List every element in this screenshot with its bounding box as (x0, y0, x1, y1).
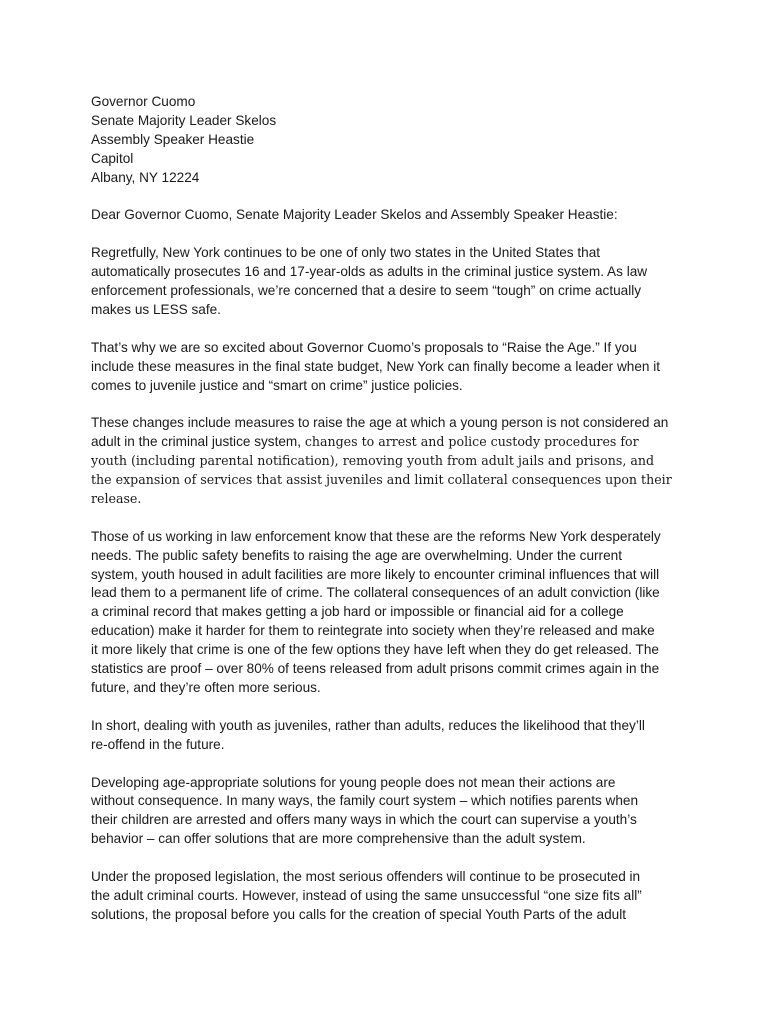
serif-text-line: youth (including parental notification), removing youth from adult jails and prisons, and (91, 453, 655, 469)
text-line: lead them to a permanent life of crime. The collateral consequences of an adult conviction (like (91, 585, 660, 601)
text-line: re-offend in the future. (91, 736, 225, 752)
text-line: enforcement professionals, we’re concerned that a desire to seem “tough” on crime actually (91, 283, 642, 299)
salutation: Dear Governor Cuomo, Senate Majority Leader Skelos and Assembly Speaker Heastie: (91, 207, 618, 223)
paragraph-5 (91, 717, 691, 755)
text-line: statistics are proof – over 80% of teens released from adult prisons commit crimes again in the (91, 661, 660, 677)
text-line: future, and they’re often more serious. (91, 680, 321, 696)
text-line (91, 433, 691, 452)
text-line: makes us LESS safe. (91, 301, 221, 317)
letter-page (91, 93, 691, 925)
paragraph-7 (91, 868, 691, 925)
address-line: Assembly Speaker Heastie (91, 131, 255, 147)
text-line: automatically prosecutes 16 and 17-year-olds as adults in the criminal justice system. As law (91, 264, 648, 280)
text-line: system, youth housed in adult facilities are more likely to encounter criminal influences that will (91, 566, 660, 582)
recipient-address-block (91, 93, 691, 188)
text-line: Developing age-appropriate solutions for young people does not mean their actions are (91, 774, 616, 790)
paragraph-2 (91, 339, 691, 396)
text-line: behavior – can offer solutions that are more comprehensive than the adult system. (91, 831, 586, 847)
paragraph-1 (91, 244, 691, 320)
address-line: Senate Majority Leader Skelos (91, 112, 277, 128)
address-line: Albany, NY 12224 (91, 169, 200, 185)
address-line: Capitol (91, 150, 134, 166)
paragraph-3 (91, 414, 691, 509)
serif-text-line: release. (91, 490, 142, 506)
text-line: the adult criminal courts. However, instead of using the same unsuccessful “one size fits all” (91, 887, 642, 903)
text-line: without consequence. In many ways, the family court system – which notifies parents when (91, 793, 639, 809)
text-line: Under the proposed legislation, the most serious offenders will continue to be prosecuted in (91, 869, 641, 885)
text-line: education) make it harder for them to reintegrate into society when they’re released and make (91, 623, 655, 639)
text-line: That’s why we are so excited about Governor Cuomo’s proposals to “Raise the Age.” If you (91, 339, 637, 355)
text-line: These changes include measures to raise the age at which a young person is not considered an (91, 415, 669, 431)
text-line: comes to juvenile justice and “smart on crime” justice policies. (91, 377, 463, 393)
text-line: Those of us working in law enforcement know that these are the reforms New York desperately (91, 528, 661, 544)
text-line: include these measures in the final state budget, New York can finally become a leader when it (91, 358, 661, 374)
serif-text-segment: changes to arrest and police custody procedures for (304, 434, 639, 450)
text-line: solutions, the proposal before you calls for the creation of special Youth Parts of the adult (91, 906, 627, 922)
text-line: Regretfully, New York continues to be one of only two states in the United States that (91, 245, 601, 261)
paragraph-6 (91, 774, 691, 850)
serif-text-line: the expansion of services that assist juveniles and limit collateral consequences upon their (91, 472, 672, 488)
text-line: a criminal record that makes getting a job hard or impossible or financial aid for a college (91, 604, 624, 620)
text-segment: adult in the criminal justice system, (91, 434, 305, 450)
text-line: In short, dealing with youth as juveniles, rather than adults, reduces the likelihood that they’ll (91, 717, 645, 733)
paragraph-4 (91, 528, 691, 698)
address-line: Governor Cuomo (91, 94, 196, 109)
text-line: needs. The public safety benefits to raising the age are overwhelming. Under the current (91, 547, 622, 563)
text-line: it more likely that crime is one of the few options they have left when they do get released. The (91, 642, 659, 658)
text-line: their children are arrested and offers many ways in which the court can supervise a youth’s (91, 812, 637, 828)
